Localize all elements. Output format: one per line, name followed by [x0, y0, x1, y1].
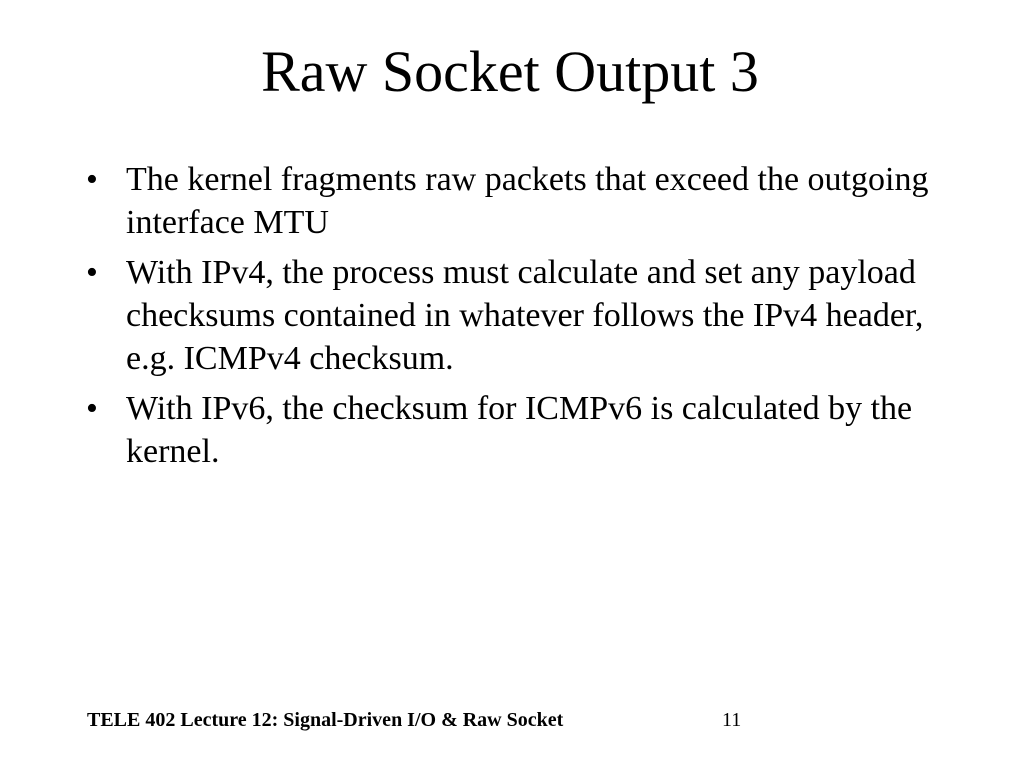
bullet-item-1: [86, 158, 966, 244]
page-number: 11: [722, 709, 742, 731]
bullet-text-2: With IPv4, the process must calculate and set any payload checksums contained in whatever follows the IPv4 header, e.g. ICMPv4 checksum.: [126, 254, 924, 377]
bullet-marker: •: [86, 390, 98, 427]
bullet-item-2: [86, 251, 966, 380]
bullet-text-1: The kernel fragments raw packets that exceed the outgoing interface MTU: [126, 161, 929, 241]
slide-footer: [87, 706, 563, 734]
bullet-text-3: With IPv6, the checksum for ICMPv6 is calculated by the kernel.: [126, 390, 913, 470]
bullet-marker: •: [86, 161, 98, 198]
slide-title: Raw Socket Output 3: [261, 39, 759, 104]
footer-text: TELE 402 Lecture 12: Signal-Driven I/O & Raw Socket: [87, 709, 564, 731]
bullet-item-3: [86, 387, 966, 473]
bullet-list: [86, 158, 966, 480]
bullet-marker: •: [86, 254, 98, 291]
